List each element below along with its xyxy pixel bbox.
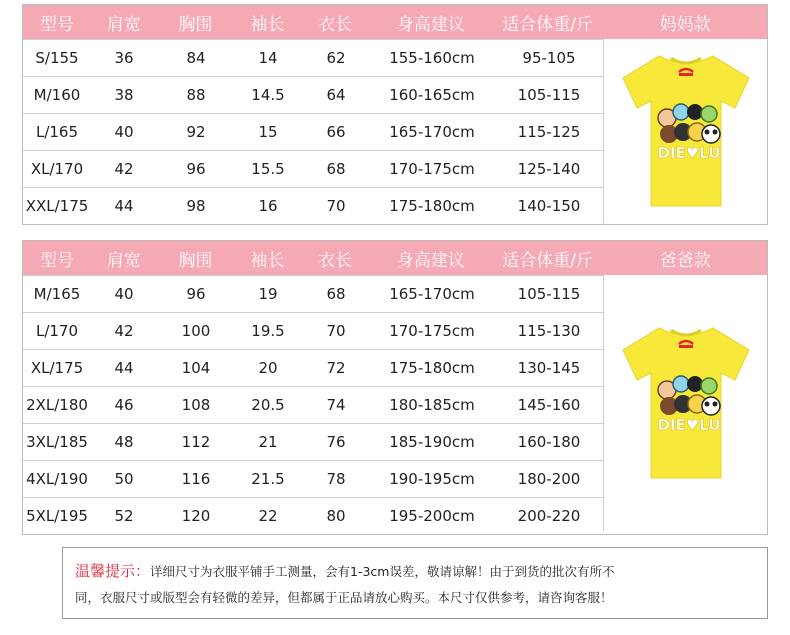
cell-weight: 180-200 (517, 470, 581, 488)
cell-chest: 104 (181, 359, 211, 377)
cell-model: L/165 (35, 123, 79, 141)
cell-weight: 125-140 (517, 160, 581, 178)
cell-height: 165-170cm (389, 285, 475, 303)
size-table-mom (22, 4, 768, 225)
cell-sleeve: 15.5 (251, 160, 285, 178)
product-image-cell (603, 39, 767, 223)
size-table-dad (22, 240, 768, 535)
header-height: 身高建议 (396, 250, 465, 271)
header-shoulder: 肩宽 (106, 250, 141, 271)
shirt-logo-text: DIE♥LU (657, 144, 720, 162)
shirt-logo-text: DIE♥LU (657, 416, 720, 434)
cell-weight: 145-160 (517, 396, 581, 414)
cell-height: 180-185cm (389, 396, 475, 414)
cell-weight: 115-130 (517, 322, 581, 340)
cell-length: 70 (326, 197, 346, 215)
cell-height: 165-170cm (389, 123, 475, 141)
cell-chest: 92 (186, 123, 206, 141)
cell-shoulder: 36 (114, 49, 134, 67)
cell-sleeve: 21.5 (251, 470, 285, 488)
cell-shoulder: 42 (114, 322, 134, 340)
cell-chest: 116 (181, 470, 211, 488)
notice-line-1 (75, 558, 755, 585)
cell-chest: 88 (186, 86, 206, 104)
notice-box (62, 547, 768, 619)
cell-sleeve: 16 (258, 197, 278, 215)
header-sleeve: 袖长 (250, 14, 285, 35)
tshirt-image (611, 46, 761, 216)
cell-height: 175-180cm (389, 197, 475, 215)
cell-weight: 140-150 (517, 197, 581, 215)
cell-model: M/165 (33, 285, 81, 303)
cell-model: XXL/175 (25, 197, 89, 215)
header-shoulder: 肩宽 (106, 14, 141, 35)
cell-shoulder: 44 (114, 359, 134, 377)
cell-model: 2XL/180 (26, 396, 88, 414)
cell-model: L/170 (35, 322, 79, 340)
cell-height: 195-200cm (389, 507, 475, 525)
cell-height: 170-175cm (389, 322, 475, 340)
cell-length: 68 (326, 285, 346, 303)
header-style: 爸爸款 (659, 250, 711, 271)
cell-chest: 84 (186, 49, 206, 67)
cell-height: 160-165cm (389, 86, 475, 104)
cell-model: XL/175 (30, 359, 84, 377)
cell-length: 70 (326, 322, 346, 340)
notice-text-2: 同，衣服尺寸或版型会有轻微的差异，但都属于正品请放心购买。本尺寸仅供参考，请咨询客服！ (75, 590, 613, 605)
cell-weight: 160-180 (517, 433, 581, 451)
table-body (23, 275, 767, 534)
cell-height: 185-190cm (389, 433, 475, 451)
cell-sleeve: 20 (258, 359, 278, 377)
cell-length: 74 (326, 396, 346, 414)
header-chest: 胸围 (178, 250, 213, 271)
header-model: 型号 (39, 14, 74, 35)
cell-chest: 96 (186, 285, 206, 303)
cell-weight: 115-125 (517, 123, 581, 141)
cell-sleeve: 19 (258, 285, 278, 303)
cell-length: 62 (326, 49, 346, 67)
cell-shoulder: 52 (114, 507, 134, 525)
cell-model: 5XL/195 (26, 507, 88, 525)
cell-height: 155-160cm (389, 49, 475, 67)
cell-chest: 100 (181, 322, 211, 340)
product-image-cell (603, 275, 767, 531)
cell-weight: 105-115 (517, 285, 581, 303)
header-height: 身高建议 (396, 14, 465, 35)
header-length: 衣长 (318, 14, 353, 35)
notice-title: 温馨提示： (75, 562, 151, 580)
cell-shoulder: 42 (114, 160, 134, 178)
cell-chest: 96 (186, 160, 206, 178)
notice-text-1: 详细尺寸为衣服平铺手工测量，会有1-3cm误差，敬请谅解！由于到货的批次有所不 (150, 564, 615, 579)
cell-sleeve: 14 (258, 49, 278, 67)
header-sleeve: 袖长 (250, 250, 285, 271)
cell-shoulder: 44 (114, 197, 134, 215)
cell-shoulder: 40 (114, 123, 134, 141)
cell-height: 190-195cm (389, 470, 475, 488)
header-length: 衣长 (318, 250, 353, 271)
cell-sleeve: 21 (258, 433, 278, 451)
header-weight: 适合体重/斤 (502, 14, 593, 35)
cell-model: 3XL/185 (26, 433, 88, 451)
cell-length: 78 (326, 470, 346, 488)
cell-sleeve: 22 (258, 507, 278, 525)
cell-shoulder: 38 (114, 86, 134, 104)
cell-length: 80 (326, 507, 346, 525)
cell-shoulder: 46 (114, 396, 134, 414)
cell-length: 76 (326, 433, 346, 451)
cell-sleeve: 20.5 (251, 396, 285, 414)
table-body (23, 39, 767, 224)
header-weight: 适合体重/斤 (502, 250, 593, 271)
header-model: 型号 (39, 250, 74, 271)
header-chest: 胸围 (178, 14, 213, 35)
cell-shoulder: 50 (114, 470, 134, 488)
cell-model: S/155 (35, 49, 79, 67)
cell-length: 72 (326, 359, 346, 377)
cell-sleeve: 14.5 (251, 86, 285, 104)
cell-chest: 112 (181, 433, 211, 451)
tshirt-image (611, 318, 761, 488)
cell-model: 4XL/190 (26, 470, 88, 488)
cell-length: 64 (326, 86, 346, 104)
cell-weight: 200-220 (517, 507, 581, 525)
cell-weight: 105-115 (517, 86, 581, 104)
cell-height: 175-180cm (389, 359, 475, 377)
cell-shoulder: 48 (114, 433, 134, 451)
header-style: 妈妈款 (659, 14, 711, 35)
cell-model: M/160 (33, 86, 81, 104)
cell-chest: 108 (181, 396, 211, 414)
cell-length: 68 (326, 160, 346, 178)
cell-weight: 130-145 (517, 359, 581, 377)
cell-length: 66 (326, 123, 346, 141)
cell-chest: 120 (181, 507, 211, 525)
cell-height: 170-175cm (389, 160, 475, 178)
cell-model: XL/170 (30, 160, 84, 178)
table-header (23, 241, 767, 275)
cell-sleeve: 15 (258, 123, 278, 141)
table-header (23, 5, 767, 39)
cell-sleeve: 19.5 (251, 322, 285, 340)
cell-weight: 95-105 (522, 49, 576, 67)
cell-chest: 98 (186, 197, 206, 215)
cell-shoulder: 40 (114, 285, 134, 303)
